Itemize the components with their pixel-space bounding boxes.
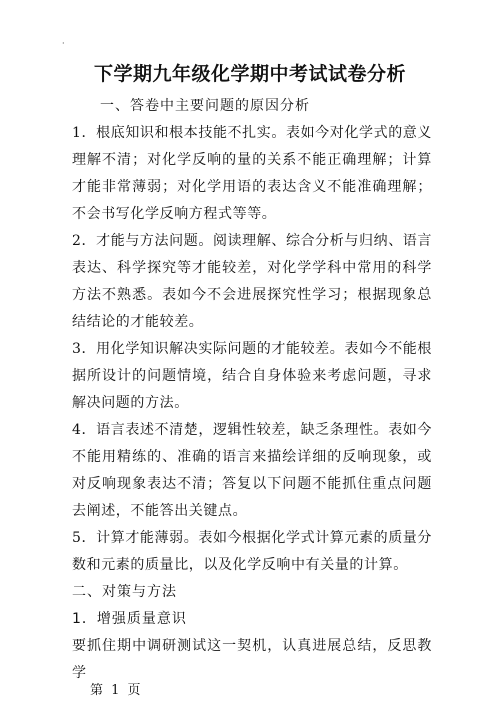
page-title: 下学期九年级化学期中考试试卷分析: [93, 63, 406, 85]
paragraph-item-5: 5．计算才能薄弱。表如今根据化学式计算元素的质量分数和元素的质量比，以及化学反响中有关量的计算。: [72, 530, 432, 573]
paragraph-quality: 要抓住期中调研测试这一契机，认真进展总结，反思教学: [72, 638, 432, 681]
section-heading-analysis: 一、答卷中主要问题的原因分析: [100, 98, 310, 114]
section-heading-strategy: 二、对策与方法: [72, 584, 177, 600]
paragraph-item-4: 4．语言表述不清楚，逻辑性较差，缺乏条理性。表如今不能用精练的、准确的语言来描绘详细的反响现象，或对反响现象表达不清；答复以下问题不能抓住重点问题去阐述，不能答出关键点。: [72, 422, 432, 519]
document-body: [72, 93, 432, 687]
page-marker: ·: [62, 39, 65, 48]
subsection-heading-quality: 1．增强质量意识: [72, 611, 187, 627]
paragraph-item-1: 1．根底知识和根本技能不扎实。表如今对化学式的意义理解不清；对化学反响的量的关系不能正确理解；计算才能非常薄弱；对化学用语的表达含义不能准确理解；不会书写化学反响方程式等等。: [72, 125, 432, 222]
paragraph-item-3: 3．用化学知识解决实际问题的才能较差。表如今不能根据所设计的问题情境，结合自身体验来考虑问题，寻求解决问题的方法。: [72, 341, 432, 411]
paragraph-item-2: 2．才能与方法问题。阅读理解、综合分析与归纳、语言表达、科学探究等才能较差，对化学学科中常用的科学方法不熟悉。表如今不会进展探究性学习；根据现象总结结论的才能较差。: [72, 233, 432, 330]
page-number: 第 1 页: [90, 683, 143, 698]
